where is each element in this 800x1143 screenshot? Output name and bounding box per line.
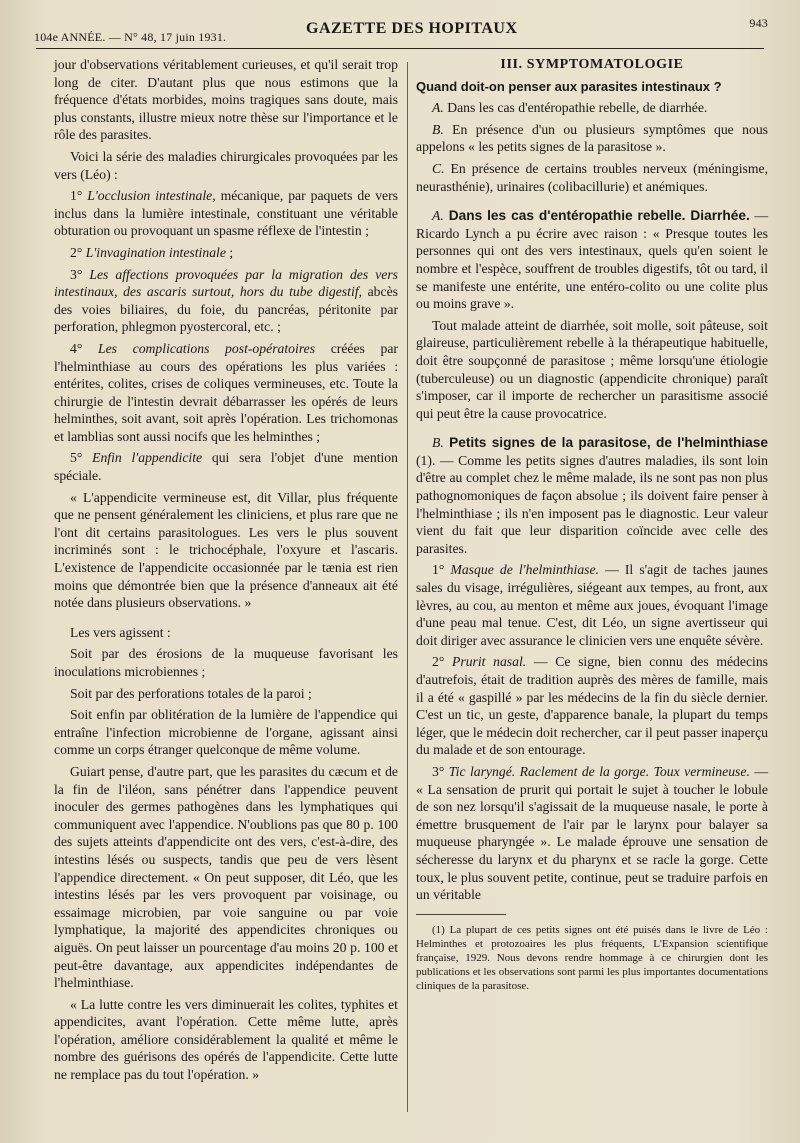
sign-item: 1° Masque de l'helminthiase. — Il s'agit de taches jaunes sales du visage, irrégulières, siégeant aux tempes, au front, aux lèvres, au cou, au menton et même aux joues, évoquant l'image d'une peau mal tenue. C'est, dit Léo, un signe avertisseur qui doit diriger avec assurance le clinicien vers une enquête sévère.	[416, 562, 769, 648]
paragraph: jour d'observations véritablement curieuses, et qu'il serait trop long de citer. D'autant plus que nous estimons que la fréquence d'états morbides, moins tragiques sans doute, mais plus constants, illustre mieux notre thèse sur l'importance et le rôle des parasites.	[54, 57, 398, 143]
footnote: (1) La plupart de ces petits signes ont été puisés dans le livre de Léo : Helminthes et protozoaires les plus fréquents, L'Expansion scientifique française, 1929. Nous devons rendre hommage à ce chirurgien dont les publications et les observations sont parmi les plus importantes documentations cliniques de la parasitose.	[416, 923, 768, 992]
subsection-a: A. Dans les cas d'entéropathie rebelle. Diarrhée. — Ricardo Lynch a pu écrire avec raison : « Presque toutes les personnes qui ont des vers intestinaux, quels qu'en soient le nombre et l'espèce, souffrent de troubles digestifs, tôt ou tard, il se manifeste une entérite, une entéro-colito ou une colite plus ou moins grave ».	[416, 208, 769, 312]
list-item: 3° Les affections provoquées par la migration des vers intestinaux, des ascaris surtout, hors du tube digestif, abcès des voies biliaires, du foie, du pancréas, péritonite par perforation, phlegmon pyostercoral, etc. ;	[54, 266, 399, 335]
quote-leo: « La lutte contre les vers diminuerait les colites, typhites et appendicites, avant l'opération. Cette même lutte, après l'opération, améliore considérablement la qualité et même le nombre des guérisons des opérés de l'appendicite. Cette lutte ne remplace pas du tout l'opération. »	[54, 996, 398, 1083]
paragraph: Voici la série des maladies chirurgicales provoquées par les vers (Léo) :	[54, 148, 398, 182]
sign-item: 2° Prurit nasal. — Ce signe, bien connu des médecins d'autrefois, était de tradition auprès des mères de famille, mais il a été « gaspillé » par les médecins de la fin du siècle dernier. C'est un tic, un geste, d'apparence banale, la plupart du temps léger, que le médecin doit rechercher, car il peut passer inaperçu du malade et de son entourage.	[416, 654, 769, 758]
list-item: 1° L'occlusion intestinale, mécanique, par paquets de vers inclus dans la lumière intestinale, constituant une véritable obturation ou provoquant un spasme réflexe de l'intestin ;	[54, 188, 398, 239]
paragraph: Tout malade atteint de diarrhée, soit molle, soit pâteuse, soit glaireuse, particulièrement rebelle à la thérapeutique habituelle, doit être soupçonné de parasitose ; même lorsqu'une étiologie (tuberculeuse) ou un diagnostic (appendicite chronique) paraît s'imposer, car il importe de rechercher un parasitisme associé qui peut être la cause provocatrice.	[416, 317, 768, 421]
list-item: C. En présence de certains troubles nerveux (méningisme, neurasthénie), urinaires (colibacillurie) et anémiques.	[416, 160, 768, 194]
journal-title: GAZETTE DES HOPITAUX	[306, 20, 518, 37]
running-head	[34, 16, 770, 46]
left-column	[54, 56, 398, 1088]
footnote-rule	[416, 914, 506, 915]
paragraph: Soit par des érosions de la muqueuse favorisant les inoculations microbiennes ;	[54, 646, 398, 679]
list-item: B. En présence d'un ou plusieurs symptômes que nous appelons « les petits signes de la parasitose ».	[416, 121, 768, 155]
list-item: A. Dans les cas d'entéropathie rebelle, de diarrhée.	[432, 100, 708, 116]
sign-item: 3° Tic laryngé. Raclement de la gorge. Toux vermineuse. — « La sensation de prurit qui portait le sujet à toucher le lobule de son nez lorsqu'il s'agissait de la muqueuse nasale, le porte à émettre brusquement de l'air par le larynx pour balayer sa muqueuse pharyngée ». Le malade éprouve une sensation de sécheresse du larynx et du pharynx et se racle la gorge. Cette toux, le plus souvent petite, continue, peut se traduire parfois en un véritable	[416, 763, 769, 903]
quote-villar: « L'appendicite vermineuse est, dit Villar, plus fréquente que ne pensent généralement les cliniciens, et plus rare que ne l'ont dit certains parasitologues. Les vers le plus souvent incriminés sont : le trichocéphale, l'oxyure et l'ascaris. L'existence de l'appendicite occasionnée par le tænia est rien moins que démontrée bien que la présence d'anneaux ait été notée dans plusieurs observations. »	[54, 489, 398, 611]
paragraph: Guiart pense, d'autre part, que les parasites du cæcum et de la fin de l'iléon, sans pénétrer dans l'appendice peuvent inoculer des germes pathogènes dans les lymphatiques qui communiquent avec l'appendice. N'oublions pas que 80 p. 100 des sujets atteints d'appendicite ont des vers, c'est-à-dire, des intestins lésés ou suspects, tandis que peu de vers lèsent l'appendice directement. « On peut supposer, dit Léo, que les intestins lésés par les vers provoquent par voisinage, ou essaimage microbien, par voie sanguine ou par voie lymphatique, la majorité des appendicites chroniques ou aiguës. On peut laisser un pourcentage d'au moins 20 p. 100 et peut-être davantage, aux appendicites indépendantes de l'helminthiase.	[54, 763, 398, 991]
list-item: 2° L'invagination intestinale ;	[70, 244, 234, 260]
list-item: 5° Enfin l'appendicite qui sera l'objet d'une mention spéciale.	[54, 450, 398, 484]
paragraph: Les vers agissent :	[70, 624, 171, 640]
header-rule	[36, 48, 764, 49]
list-item: 4° Les complications post-opératoires créées par l'helminthiase au cours des opérations les plus variées : entérites, colites, crises de coliques vermineuses, etc. Toute la chirurgie de l'intestin devrait débarrasser les opérés de leurs helminthes, soit avant, soit après l'opération. Les trichomonas et lamblias sont aussi nocifs que les helminthes ;	[54, 340, 398, 444]
column-divider	[407, 62, 408, 1112]
paragraph: Soit enfin par oblitération de la lumière de l'appendice qui entraîne l'infection microbienne de l'organe, agissant ainsi comme un corps étranger quelconque de même volume.	[54, 707, 398, 758]
section-title: III. SYMPTOMATOLOGIE	[500, 57, 684, 72]
section-question: Quand doit-on penser aux parasites intestinaux ?	[416, 78, 722, 94]
right-column	[416, 56, 768, 997]
issue-line: 104e ANNÉE. — N° 48, 17 juin 1931.	[34, 30, 227, 44]
subsection-b: B. Petits signes de la parasitose, de l'helminthiase (1). — Comme les petits signes d'autres maladies, ils sont loin d'être au complet chez le même malade, ils ne sont pas non plus pathognomoniques de façon absolue ; ils doivent faire penser à l'helminthiase ; ils n'en imposent pas le diagnostic. Leur valeur vient du fait que leur disparition coïncide avec celle des parasites.	[416, 435, 768, 556]
paragraph: Soit par des perforations totales de la paroi ;	[70, 685, 312, 701]
page-number: 943	[749, 16, 768, 30]
